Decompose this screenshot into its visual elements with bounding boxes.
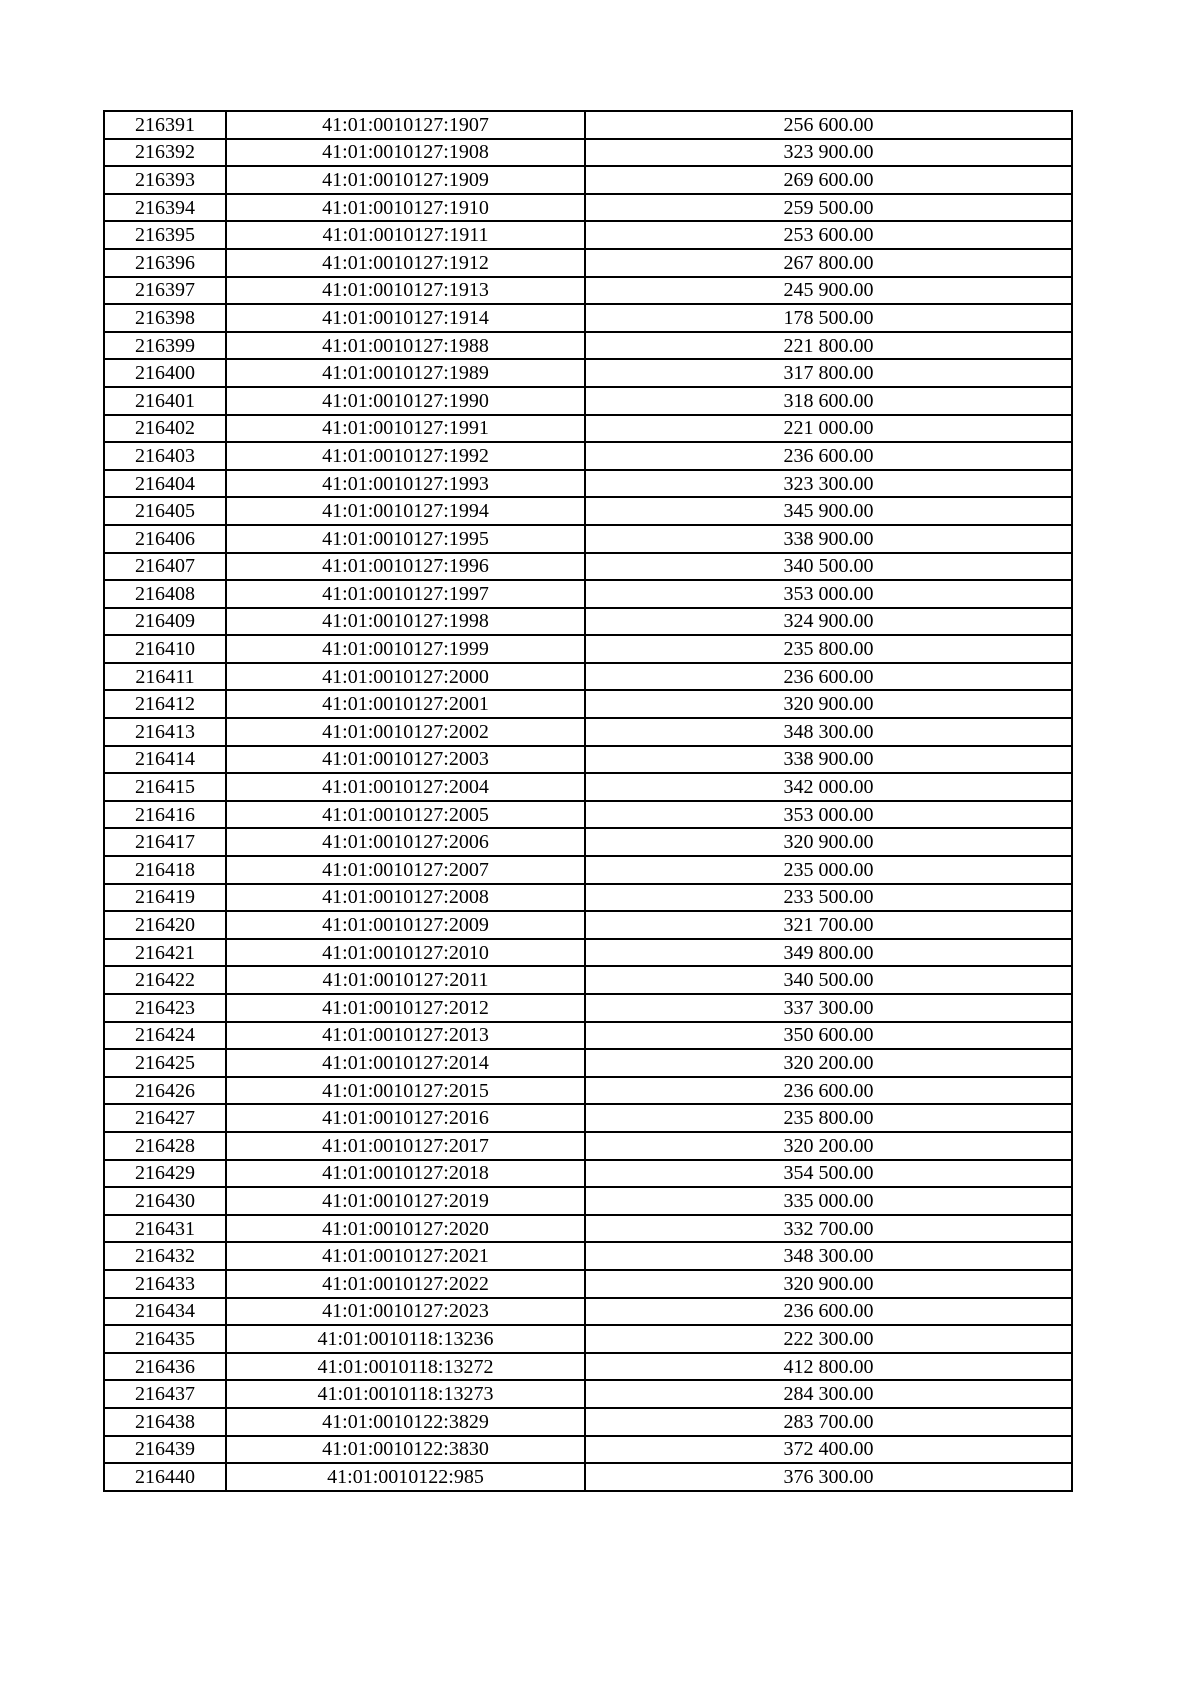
row-number-cell: 216393 xyxy=(104,166,226,194)
row-number-cell: 216396 xyxy=(104,249,226,277)
row-number-cell: 216418 xyxy=(104,856,226,884)
cadastral-value-cell: 222 300.00 xyxy=(585,1325,1072,1353)
table-row xyxy=(104,966,1072,994)
cadastral-number-cell: 41:01:0010127:2006 xyxy=(226,828,585,856)
row-number-cell: 216407 xyxy=(104,553,226,581)
cadastral-value-cell: 338 900.00 xyxy=(585,746,1072,774)
cadastral-value-table xyxy=(103,110,1073,1492)
table-row xyxy=(104,635,1072,663)
cadastral-number-cell: 41:01:0010127:1908 xyxy=(226,139,585,167)
cadastral-number-cell: 41:01:0010122:3830 xyxy=(226,1436,585,1464)
cadastral-number-cell: 41:01:0010127:2019 xyxy=(226,1187,585,1215)
table-row xyxy=(104,139,1072,167)
cadastral-value-cell: 320 200.00 xyxy=(585,1049,1072,1077)
row-number-cell: 216406 xyxy=(104,525,226,553)
cadastral-value-cell: 372 400.00 xyxy=(585,1436,1072,1464)
table-row xyxy=(104,332,1072,360)
cadastral-number-cell: 41:01:0010127:2002 xyxy=(226,718,585,746)
row-number-cell: 216416 xyxy=(104,801,226,829)
cadastral-value-cell: 354 500.00 xyxy=(585,1160,1072,1188)
cadastral-value-cell: 235 800.00 xyxy=(585,635,1072,663)
cadastral-number-cell: 41:01:0010127:1989 xyxy=(226,359,585,387)
table-row xyxy=(104,994,1072,1022)
row-number-cell: 216412 xyxy=(104,690,226,718)
table-row xyxy=(104,111,1072,139)
row-number-cell: 216404 xyxy=(104,470,226,498)
cadastral-value-cell: 376 300.00 xyxy=(585,1463,1072,1491)
cadastral-number-cell: 41:01:0010127:2013 xyxy=(226,1022,585,1050)
row-number-cell: 216429 xyxy=(104,1160,226,1188)
cadastral-value-cell: 323 300.00 xyxy=(585,470,1072,498)
row-number-cell: 216431 xyxy=(104,1215,226,1243)
row-number-cell: 216422 xyxy=(104,966,226,994)
cadastral-value-cell: 259 500.00 xyxy=(585,194,1072,222)
cadastral-value-cell: 267 800.00 xyxy=(585,249,1072,277)
row-number-cell: 216411 xyxy=(104,663,226,691)
cadastral-value-cell: 269 600.00 xyxy=(585,166,1072,194)
cadastral-number-cell: 41:01:0010127:2020 xyxy=(226,1215,585,1243)
cadastral-value-cell: 320 200.00 xyxy=(585,1132,1072,1160)
table-row xyxy=(104,221,1072,249)
cadastral-value-cell: 320 900.00 xyxy=(585,690,1072,718)
table-row xyxy=(104,525,1072,553)
cadastral-value-cell: 236 600.00 xyxy=(585,1077,1072,1105)
table-row xyxy=(104,939,1072,967)
cadastral-number-cell: 41:01:0010118:13273 xyxy=(226,1380,585,1408)
cadastral-number-cell: 41:01:0010127:2015 xyxy=(226,1077,585,1105)
table-row xyxy=(104,1270,1072,1298)
table-row xyxy=(104,249,1072,277)
cadastral-number-cell: 41:01:0010127:1992 xyxy=(226,442,585,470)
cadastral-number-cell: 41:01:0010127:1909 xyxy=(226,166,585,194)
table-row xyxy=(104,1132,1072,1160)
row-number-cell: 216419 xyxy=(104,884,226,912)
row-number-cell: 216428 xyxy=(104,1132,226,1160)
cadastral-value-cell: 412 800.00 xyxy=(585,1353,1072,1381)
cadastral-value-cell: 342 000.00 xyxy=(585,773,1072,801)
row-number-cell: 216415 xyxy=(104,773,226,801)
cadastral-number-cell: 41:01:0010127:2001 xyxy=(226,690,585,718)
cadastral-value-cell: 236 600.00 xyxy=(585,1298,1072,1326)
row-number-cell: 216400 xyxy=(104,359,226,387)
row-number-cell: 216394 xyxy=(104,194,226,222)
table-row xyxy=(104,746,1072,774)
table-row xyxy=(104,1049,1072,1077)
cadastral-value-cell: 318 600.00 xyxy=(585,387,1072,415)
table-row xyxy=(104,608,1072,636)
table-row xyxy=(104,1215,1072,1243)
table-row xyxy=(104,359,1072,387)
table-row xyxy=(104,884,1072,912)
cadastral-value-cell: 317 800.00 xyxy=(585,359,1072,387)
cadastral-number-cell: 41:01:0010127:1997 xyxy=(226,580,585,608)
cadastral-value-cell: 321 700.00 xyxy=(585,911,1072,939)
cadastral-value-cell: 338 900.00 xyxy=(585,525,1072,553)
cadastral-number-cell: 41:01:0010122:985 xyxy=(226,1463,585,1491)
table-row xyxy=(104,1022,1072,1050)
row-number-cell: 216410 xyxy=(104,635,226,663)
table-row xyxy=(104,1408,1072,1436)
row-number-cell: 216425 xyxy=(104,1049,226,1077)
cadastral-number-cell: 41:01:0010127:1993 xyxy=(226,470,585,498)
cadastral-number-cell: 41:01:0010127:2022 xyxy=(226,1270,585,1298)
cadastral-value-cell: 236 600.00 xyxy=(585,442,1072,470)
cadastral-number-cell: 41:01:0010127:1996 xyxy=(226,553,585,581)
table-row xyxy=(104,580,1072,608)
row-number-cell: 216399 xyxy=(104,332,226,360)
row-number-cell: 216420 xyxy=(104,911,226,939)
table-row xyxy=(104,470,1072,498)
row-number-cell: 216434 xyxy=(104,1298,226,1326)
cadastral-number-cell: 41:01:0010127:2008 xyxy=(226,884,585,912)
cadastral-value-cell: 233 500.00 xyxy=(585,884,1072,912)
row-number-cell: 216438 xyxy=(104,1408,226,1436)
cadastral-value-cell: 236 600.00 xyxy=(585,663,1072,691)
cadastral-value-cell: 340 500.00 xyxy=(585,553,1072,581)
cadastral-number-cell: 41:01:0010118:13236 xyxy=(226,1325,585,1353)
cadastral-value-cell: 350 600.00 xyxy=(585,1022,1072,1050)
cadastral-number-cell: 41:01:0010127:1995 xyxy=(226,525,585,553)
cadastral-number-cell: 41:01:0010127:2011 xyxy=(226,966,585,994)
cadastral-number-cell: 41:01:0010127:2000 xyxy=(226,663,585,691)
cadastral-value-cell: 353 000.00 xyxy=(585,801,1072,829)
cadastral-value-cell: 283 700.00 xyxy=(585,1408,1072,1436)
table-row xyxy=(104,166,1072,194)
table-row xyxy=(104,387,1072,415)
cadastral-value-cell: 348 300.00 xyxy=(585,718,1072,746)
cadastral-number-cell: 41:01:0010127:2004 xyxy=(226,773,585,801)
cadastral-number-cell: 41:01:0010127:2012 xyxy=(226,994,585,1022)
cadastral-value-cell: 323 900.00 xyxy=(585,139,1072,167)
table-body xyxy=(104,111,1072,1491)
row-number-cell: 216440 xyxy=(104,1463,226,1491)
cadastral-number-cell: 41:01:0010127:2005 xyxy=(226,801,585,829)
table-row xyxy=(104,1353,1072,1381)
cadastral-value-cell: 320 900.00 xyxy=(585,1270,1072,1298)
cadastral-number-cell: 41:01:0010118:13272 xyxy=(226,1353,585,1381)
row-number-cell: 216436 xyxy=(104,1353,226,1381)
cadastral-value-cell: 332 700.00 xyxy=(585,1215,1072,1243)
table-row xyxy=(104,304,1072,332)
row-number-cell: 216392 xyxy=(104,139,226,167)
row-number-cell: 216414 xyxy=(104,746,226,774)
cadastral-number-cell: 41:01:0010127:2023 xyxy=(226,1298,585,1326)
row-number-cell: 216403 xyxy=(104,442,226,470)
cadastral-number-cell: 41:01:0010127:2003 xyxy=(226,746,585,774)
table-row xyxy=(104,1325,1072,1353)
cadastral-number-cell: 41:01:0010127:2018 xyxy=(226,1160,585,1188)
table-row xyxy=(104,497,1072,525)
cadastral-value-cell: 253 600.00 xyxy=(585,221,1072,249)
cadastral-value-cell: 345 900.00 xyxy=(585,497,1072,525)
row-number-cell: 216437 xyxy=(104,1380,226,1408)
table-row xyxy=(104,1380,1072,1408)
table-row xyxy=(104,1242,1072,1270)
row-number-cell: 216408 xyxy=(104,580,226,608)
cadastral-number-cell: 41:01:0010127:1990 xyxy=(226,387,585,415)
table-row xyxy=(104,1463,1072,1491)
row-number-cell: 216439 xyxy=(104,1436,226,1464)
row-number-cell: 216398 xyxy=(104,304,226,332)
table-row xyxy=(104,690,1072,718)
row-number-cell: 216421 xyxy=(104,939,226,967)
row-number-cell: 216430 xyxy=(104,1187,226,1215)
cadastral-value-cell: 320 900.00 xyxy=(585,828,1072,856)
cadastral-number-cell: 41:01:0010127:2007 xyxy=(226,856,585,884)
cadastral-number-cell: 41:01:0010127:1994 xyxy=(226,497,585,525)
row-number-cell: 216417 xyxy=(104,828,226,856)
table-row xyxy=(104,1187,1072,1215)
cadastral-value-cell: 245 900.00 xyxy=(585,277,1072,305)
row-number-cell: 216409 xyxy=(104,608,226,636)
cadastral-number-cell: 41:01:0010127:2009 xyxy=(226,911,585,939)
table-row xyxy=(104,553,1072,581)
table-row xyxy=(104,277,1072,305)
cadastral-value-cell: 349 800.00 xyxy=(585,939,1072,967)
table-row xyxy=(104,828,1072,856)
cadastral-value-cell: 235 800.00 xyxy=(585,1104,1072,1132)
cadastral-value-cell: 324 900.00 xyxy=(585,608,1072,636)
table-row xyxy=(104,1436,1072,1464)
row-number-cell: 216413 xyxy=(104,718,226,746)
table-row xyxy=(104,1298,1072,1326)
table-row xyxy=(104,1160,1072,1188)
cadastral-value-cell: 178 500.00 xyxy=(585,304,1072,332)
cadastral-value-cell: 340 500.00 xyxy=(585,966,1072,994)
cadastral-number-cell: 41:01:0010127:2010 xyxy=(226,939,585,967)
cadastral-number-cell: 41:01:0010127:1998 xyxy=(226,608,585,636)
table-row xyxy=(104,415,1072,443)
cadastral-value-cell: 221 000.00 xyxy=(585,415,1072,443)
cadastral-number-cell: 41:01:0010127:2017 xyxy=(226,1132,585,1160)
table-row xyxy=(104,718,1072,746)
cadastral-value-cell: 337 300.00 xyxy=(585,994,1072,1022)
cadastral-value-cell: 335 000.00 xyxy=(585,1187,1072,1215)
row-number-cell: 216426 xyxy=(104,1077,226,1105)
cadastral-value-cell: 353 000.00 xyxy=(585,580,1072,608)
row-number-cell: 216423 xyxy=(104,994,226,1022)
table-row xyxy=(104,911,1072,939)
row-number-cell: 216401 xyxy=(104,387,226,415)
table-row xyxy=(104,1104,1072,1132)
cadastral-number-cell: 41:01:0010127:1910 xyxy=(226,194,585,222)
table-row xyxy=(104,194,1072,222)
table-row xyxy=(104,1077,1072,1105)
cadastral-number-cell: 41:01:0010127:1999 xyxy=(226,635,585,663)
cadastral-number-cell: 41:01:0010127:1912 xyxy=(226,249,585,277)
row-number-cell: 216424 xyxy=(104,1022,226,1050)
cadastral-value-cell: 348 300.00 xyxy=(585,1242,1072,1270)
cadastral-number-cell: 41:01:0010122:3829 xyxy=(226,1408,585,1436)
cadastral-number-cell: 41:01:0010127:2021 xyxy=(226,1242,585,1270)
row-number-cell: 216397 xyxy=(104,277,226,305)
row-number-cell: 216433 xyxy=(104,1270,226,1298)
row-number-cell: 216432 xyxy=(104,1242,226,1270)
row-number-cell: 216395 xyxy=(104,221,226,249)
row-number-cell: 216435 xyxy=(104,1325,226,1353)
cadastral-number-cell: 41:01:0010127:1911 xyxy=(226,221,585,249)
cadastral-number-cell: 41:01:0010127:1914 xyxy=(226,304,585,332)
cadastral-number-cell: 41:01:0010127:1988 xyxy=(226,332,585,360)
cadastral-value-cell: 284 300.00 xyxy=(585,1380,1072,1408)
table-row xyxy=(104,663,1072,691)
table-row xyxy=(104,856,1072,884)
cadastral-number-cell: 41:01:0010127:1907 xyxy=(226,111,585,139)
cadastral-number-cell: 41:01:0010127:1913 xyxy=(226,277,585,305)
cadastral-number-cell: 41:01:0010127:1991 xyxy=(226,415,585,443)
table-row xyxy=(104,773,1072,801)
cadastral-value-cell: 235 000.00 xyxy=(585,856,1072,884)
row-number-cell: 216402 xyxy=(104,415,226,443)
cadastral-value-cell: 256 600.00 xyxy=(585,111,1072,139)
row-number-cell: 216427 xyxy=(104,1104,226,1132)
row-number-cell: 216405 xyxy=(104,497,226,525)
row-number-cell: 216391 xyxy=(104,111,226,139)
table-row xyxy=(104,801,1072,829)
cadastral-number-cell: 41:01:0010127:2016 xyxy=(226,1104,585,1132)
cadastral-number-cell: 41:01:0010127:2014 xyxy=(226,1049,585,1077)
cadastral-value-cell: 221 800.00 xyxy=(585,332,1072,360)
table-row xyxy=(104,442,1072,470)
